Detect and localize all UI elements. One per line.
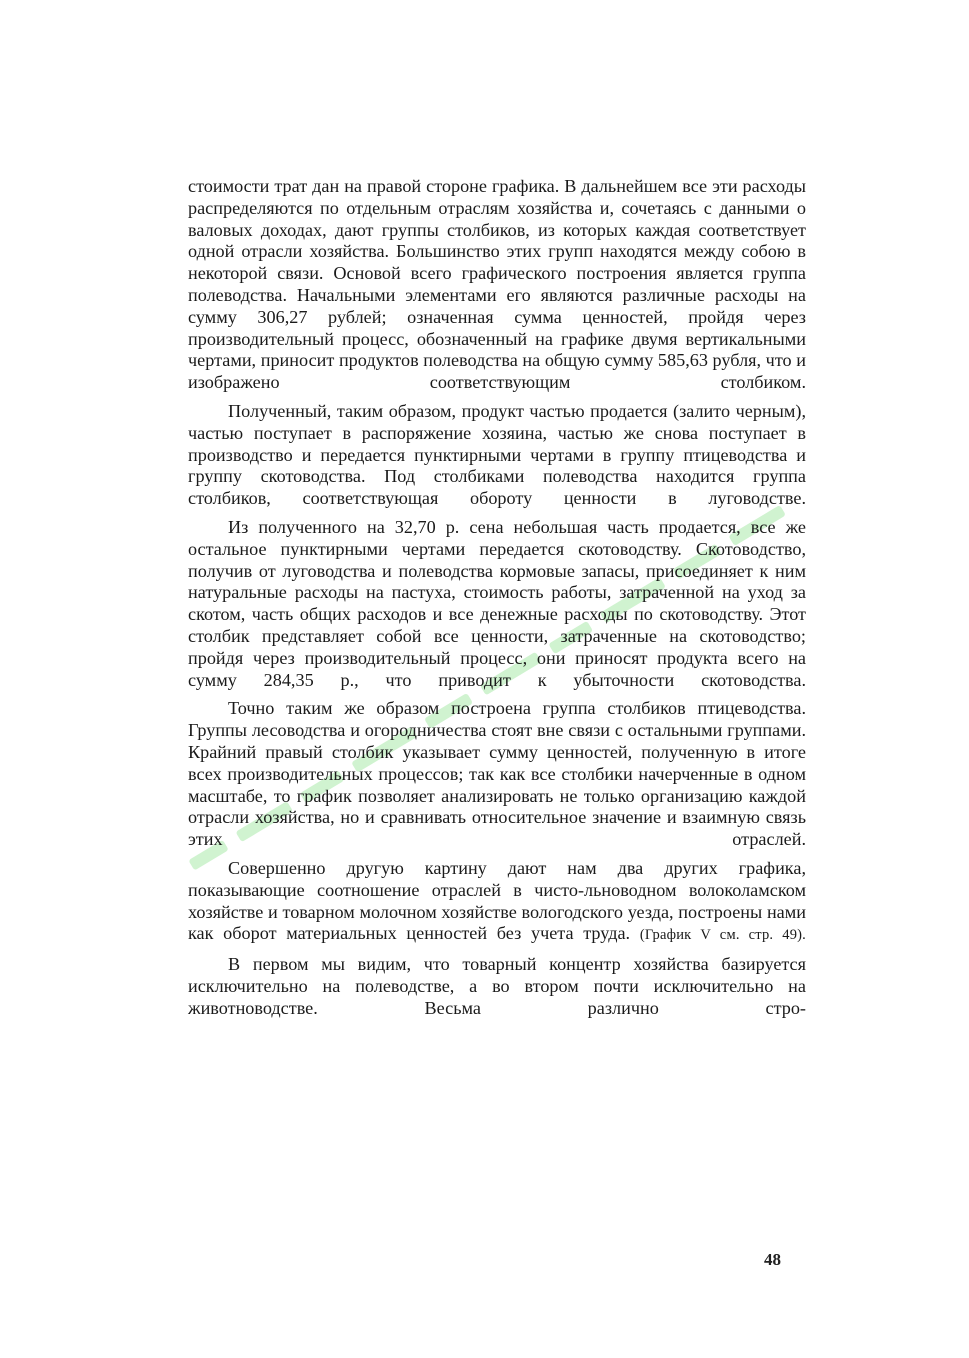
paragraph-4: Точно таким же образом построена группа столбиков птицеводства. Группы лесоводства и огородничества стоят вне связи с остальными группами. Крайний правый столбик указывает сумму ценностей, полученную в итоге всех производительных процессов; так как все столбики начерченные в одном масштабе, то график позволяет анализировать не только организацию каждой отрасли хозяйства, но и сравнивать относительное значение и взаимную связь этих отраслей. <box>188 698 806 850</box>
paragraph-5-text: Совершенно другую картину дают нам два других графика, показывающие соотношение отраслей в чисто-льноводном волоколамском хозяйстве и товарном молочном хозяйстве вологодского уезда, построены нами как оборот материальных ценностей без учета труда. <box>188 857 806 944</box>
paragraph-5 <box>188 858 806 947</box>
graph-reference-note: (График V см. стр. 49). <box>639 927 807 944</box>
paragraph-2: Полученный, таким образом, продукт частью продается (залито черным), частью поступает в распоряжение хозяина, частью же снова поступает в производство и передается пунктирными чертами в группу птицеводства и группу скотоводства. Под столбиками полеводства находится группа столбиков, соответствующая обороту ценности в луговодстве. <box>188 400 806 509</box>
page-number: 48 <box>764 1250 781 1269</box>
body-text <box>188 176 806 1019</box>
paragraph-6: В первом мы видим, что товарный концентр хозяйства базируется исключительно на полеводстве, а во втором почти исключительно на животноводстве. Весьма различно стро- <box>188 954 806 1018</box>
paragraph-3: Из полученного на 32,70 р. сена небольшая часть продается, все же остальное пунктирными чертами передается скотоводству. Скотоводство, получив от луговодства и полеводства кормовые запасы, присоединяет к ним натуральные расходы на пастуха, стоимость работы, затраченной на уход за скотом, часть общих расходов и все денежные расходы по скотоводству. Этот столбик представляет собой все ценности, затраченные на скотоводство; пройдя через производительный процесс, они приносят продукта всего на сумму 284,35 р., что приводит к убыточности скотоводства. <box>188 516 806 690</box>
paragraph-1: стоимости трат дан на правой стороне графика. В дальнейшем все эти расходы распределяются по отдельным отраслям хозяйства и, сочетаясь с данными о валовых доходах, дают группы столбиков, из которых каждая соответствует одной отрасли хозяйства. Большинство этих групп находятся между собою в некоторой связи. Основой всего графического построения является группа полеводства. Начальными элементами его являются различные расходы на сумму 306,27 рублей; означенная сумма ценностей, пройдя через производительный процесс, обозначенный на графике двумя вертикальными чертами, приносит продуктов полеводства на общую сумму 585,63 рубля, что и изображено соответствующим столбиком. <box>188 176 806 393</box>
